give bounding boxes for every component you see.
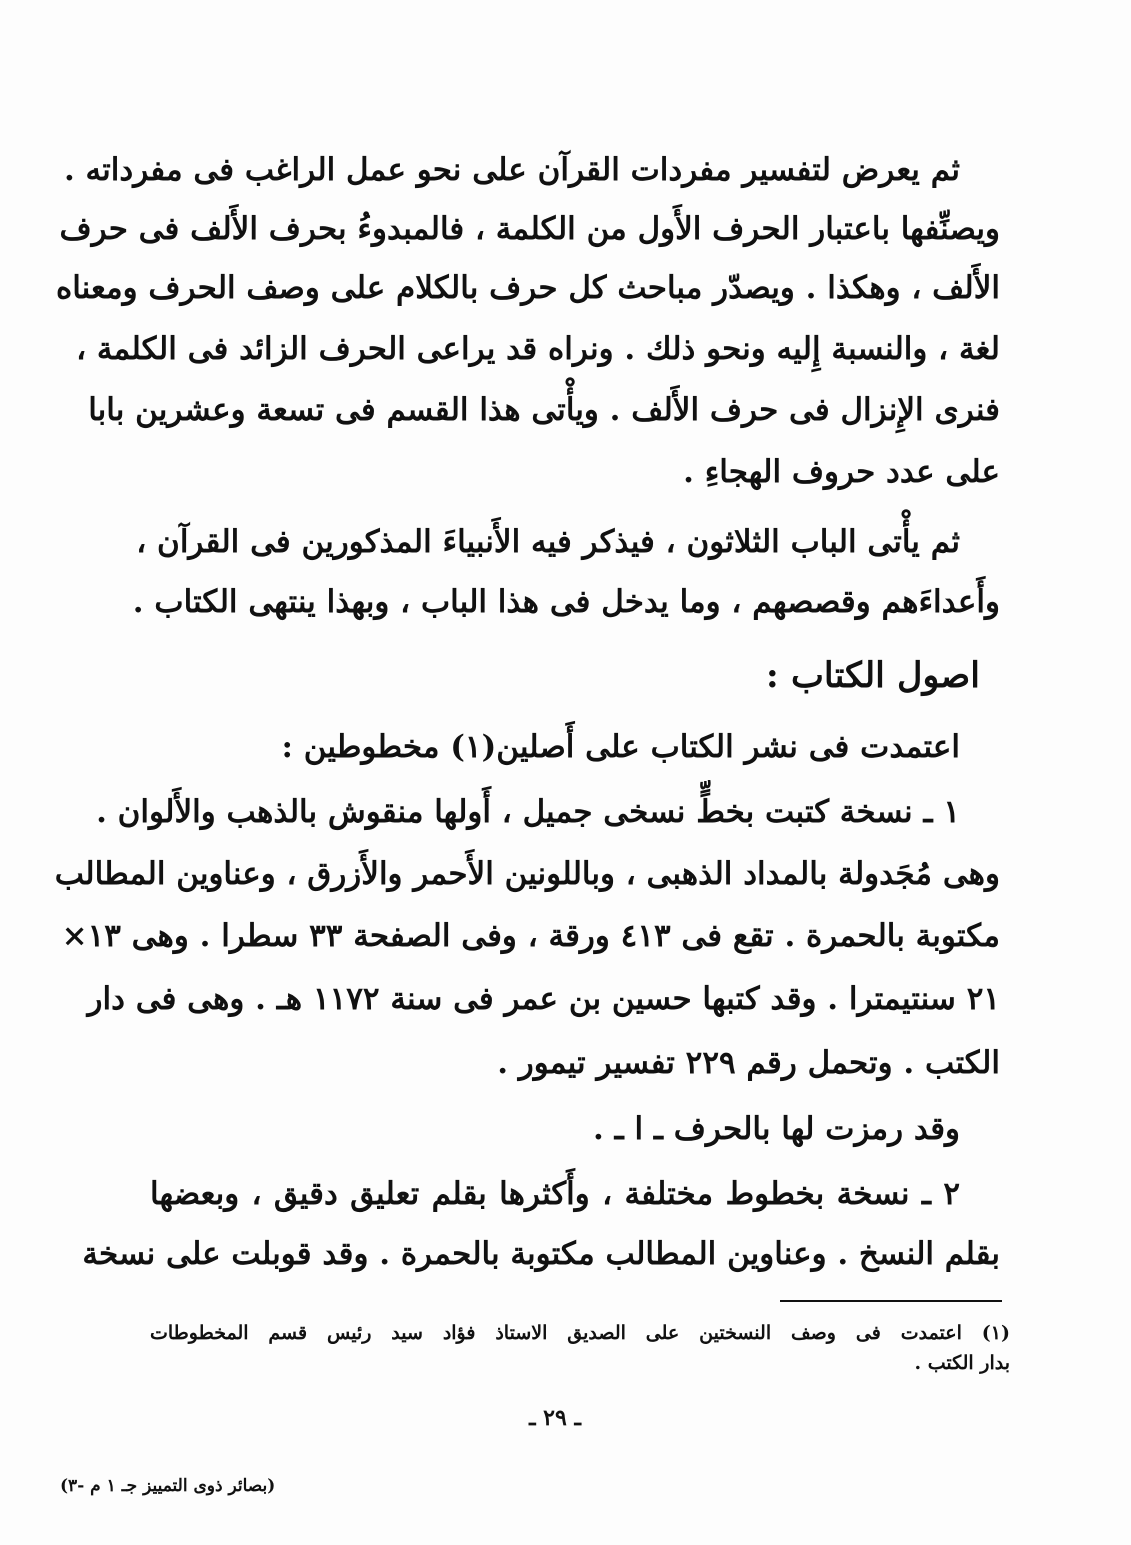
body-line-8: وأَعداءَهم وقصصهم ، وما يدخل فى هذا الباب ، وبهذا ينتهى الكتاب . bbox=[132, 584, 1000, 620]
body-line-16: ٢ ـ نسخة بخطوط مختلفة ، وأَكثرها بقلم تعليق دقيق ، وبعضها bbox=[150, 1176, 960, 1212]
page-number: ـ ٢٩ ـ bbox=[529, 1405, 581, 1431]
body-line-11: وهى مُجَدولة بالمداد الذهبى ، وباللونين الأَحمر والأَزرق ، وعناوين المطالب bbox=[54, 856, 1000, 892]
body-line-1: ثم يعرض لتفسير مفردات القرآن على نحو عمل الراغب فى مفرداته . bbox=[63, 152, 960, 188]
body-line-15: وقد رمزت لها بالحرف ـ ا ـ . bbox=[593, 1111, 960, 1147]
footnote-line-2: بدار الكتب . bbox=[914, 1352, 1010, 1374]
body-line-17: بقلم النسخ . وعناوين المطالب مكتوبة بالحمرة . وقد قوبلت على نسخة bbox=[82, 1236, 1000, 1272]
printer-signature: (بصائر ذوى التمييز جـ ١ م -٣) bbox=[60, 1476, 276, 1496]
body-line-6: على عدد حروف الهجاءِ . bbox=[683, 454, 1000, 490]
body-line-3: الأَلف ، وهكذا . ويصدّر مباحث كل حرف بالكلام على وصف الحرف ومعناه bbox=[55, 270, 1000, 306]
body-line-10: ١ ـ نسخة كتبت بخطٍّ نسخى جميل ، أَولها منقوش بالذهب والأَلوان . bbox=[96, 794, 960, 830]
body-line-13: ٢١ سنتيمترا . وقد كتبها حسين بن عمر فى سنة ١١٧٢ هـ . وهى فى دار bbox=[87, 981, 1000, 1017]
body-line-2: ويصنِّفها باعتبار الحرف الأَول من الكلمة ، فالمبدوءُ بحرف الأَلف فى حرف bbox=[59, 211, 1000, 247]
body-line-5: فنرى الإِنزال فى حرف الأَلف . ويأْتى هذا القسم فى تسعة وعشرين بابا bbox=[88, 392, 1000, 428]
body-line-12: مكتوبة بالحمرة . تقع فى ٤١٣ ورقة ، وفى الصفحة ٣٣ سطرا . وهى ١٣× bbox=[61, 918, 1000, 954]
section-heading: اصول الكتاب : bbox=[765, 655, 980, 696]
body-line-4: لغة ، والنسبة إِليه ونحو ذلك . ونراه قد يراعى الحرف الزائد فى الكلمة ، bbox=[76, 331, 1000, 367]
footnote-divider bbox=[780, 1300, 1002, 1302]
body-line-7: ثم يأْتى الباب الثلاثون ، فيذكر فيه الأَنبياءَ المذكورين فى القرآن ، bbox=[136, 524, 960, 560]
body-line-9: اعتمدت فى نشر الكتاب على أَصلين(١) مخطوطين : bbox=[281, 729, 960, 765]
body-line-14: الكتب . وتحمل رقم ٢٢٩ تفسير تيمور . bbox=[497, 1045, 1000, 1081]
footnote-line-1: (١) اعتمدت فى وصف النسختين على الصديق الاستاذ فؤاد سيد رئيس قسم المخطوطات bbox=[150, 1322, 1010, 1344]
